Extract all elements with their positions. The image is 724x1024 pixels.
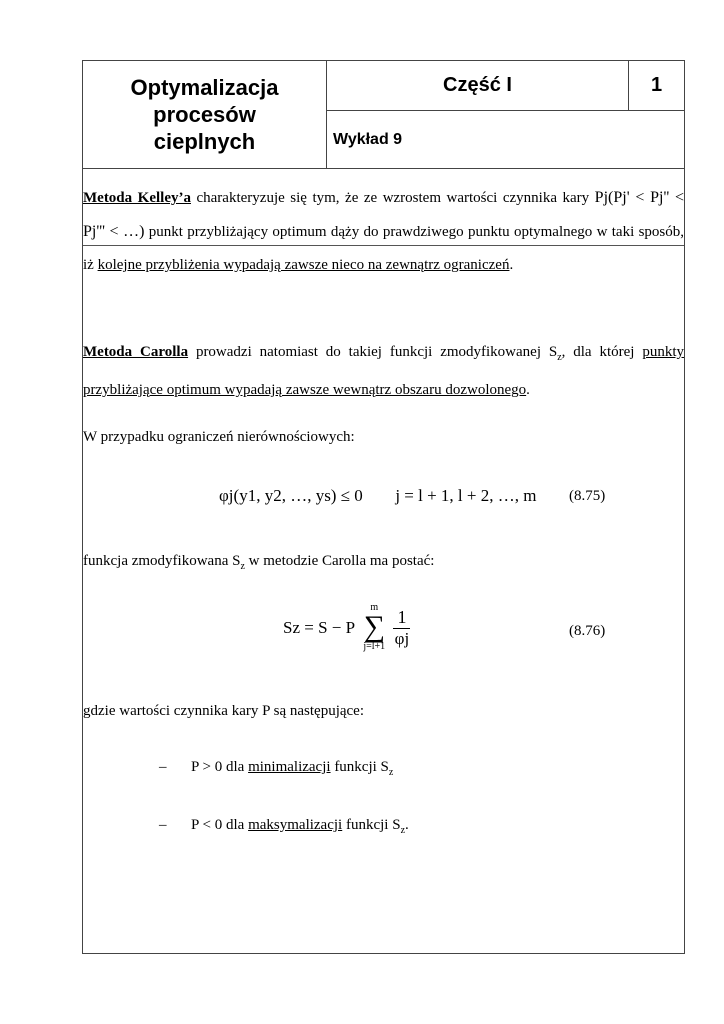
- page-number: 1: [629, 61, 684, 111]
- carolla-label: Metoda Carolla: [83, 344, 189, 360]
- equation-8-75-rhs: j = l + 1, l + 2, …, m: [395, 486, 537, 505]
- equation-8-75-lhs: φj(y1, y2, …, ys) ≤ 0: [219, 486, 363, 505]
- title-line-1: Optymalizacja: [130, 75, 279, 100]
- carolla-paragraph: Metoda Carolla prowadzi natomiast do takiej funkcji zmodyfikowanej $S_z$, dla której punkty przybliżające optimum wypadają zawsze wewnątrz obszaru dozwolonego.: [83, 344, 684, 398]
- equation-8-75-number: (8.75): [569, 488, 606, 504]
- kelley-underlined-text: kolejne przybliżenia wypadają zawsze nieco na zewnątrz ograniczeń: [97, 257, 510, 273]
- penalty-intro: gdzie wartości czynnika kary P są następujące:: [83, 703, 365, 719]
- penalty-sequence-formula: Pj(Pj' < Pj'' < Pj''' < …): [83, 189, 685, 240]
- bullet-minimization: – P > 0 dla minimalizacji funkcji $S_z$: [159, 759, 394, 778]
- kelley-label: Metoda Kelley’a: [83, 190, 191, 206]
- course-title-cell: [83, 61, 327, 169]
- page-frame: [82, 60, 685, 954]
- part-label: Część I: [327, 61, 629, 111]
- equation-8-76-lhs: Sz = S − P: [283, 618, 356, 637]
- equation-8-75: [219, 486, 536, 506]
- kelley-paragraph: Metoda Kelley’a charakteryzuje się tym, że ze wzrostem wartości czynnika kary Pj(Pj' < Pj'' < Pj''' < …) punkt przybliżający optimum dąży do prawdziwego punktu optymalnego w taki sposób, iż kolejne przybliżenia wypadają zawsze nieco na zewnątrz ograniczeń.: [83, 189, 685, 273]
- summation-symbol: m ∑ j=l+1: [363, 602, 386, 652]
- title-line-3: cieplnych: [153, 129, 256, 154]
- carolla-underlined-text: punkty przybliżające optimum wypadają zawsze wewnątrz obszaru dozwolonego: [83, 344, 684, 398]
- divider-line: [83, 245, 684, 246]
- equation-8-76-number: (8.76): [569, 623, 606, 639]
- title-line-2: procesów: [153, 102, 256, 127]
- modified-function-intro: funkcja zmodyfikowana $S_z$ w metodzie Carolla ma postać:: [83, 553, 435, 572]
- course-title: [131, 74, 279, 155]
- lecture-label: Wykład 9: [327, 111, 684, 169]
- fraction: $\frac{1}{\varphi j}$: [394, 607, 410, 648]
- inequality-intro: W przypadku ograniczeń nierównościowych:: [83, 429, 355, 445]
- equation-8-76: [283, 603, 410, 653]
- bullet-maximization: – P < 0 dla maksymalizacji funkcji $S_z$.: [159, 817, 409, 836]
